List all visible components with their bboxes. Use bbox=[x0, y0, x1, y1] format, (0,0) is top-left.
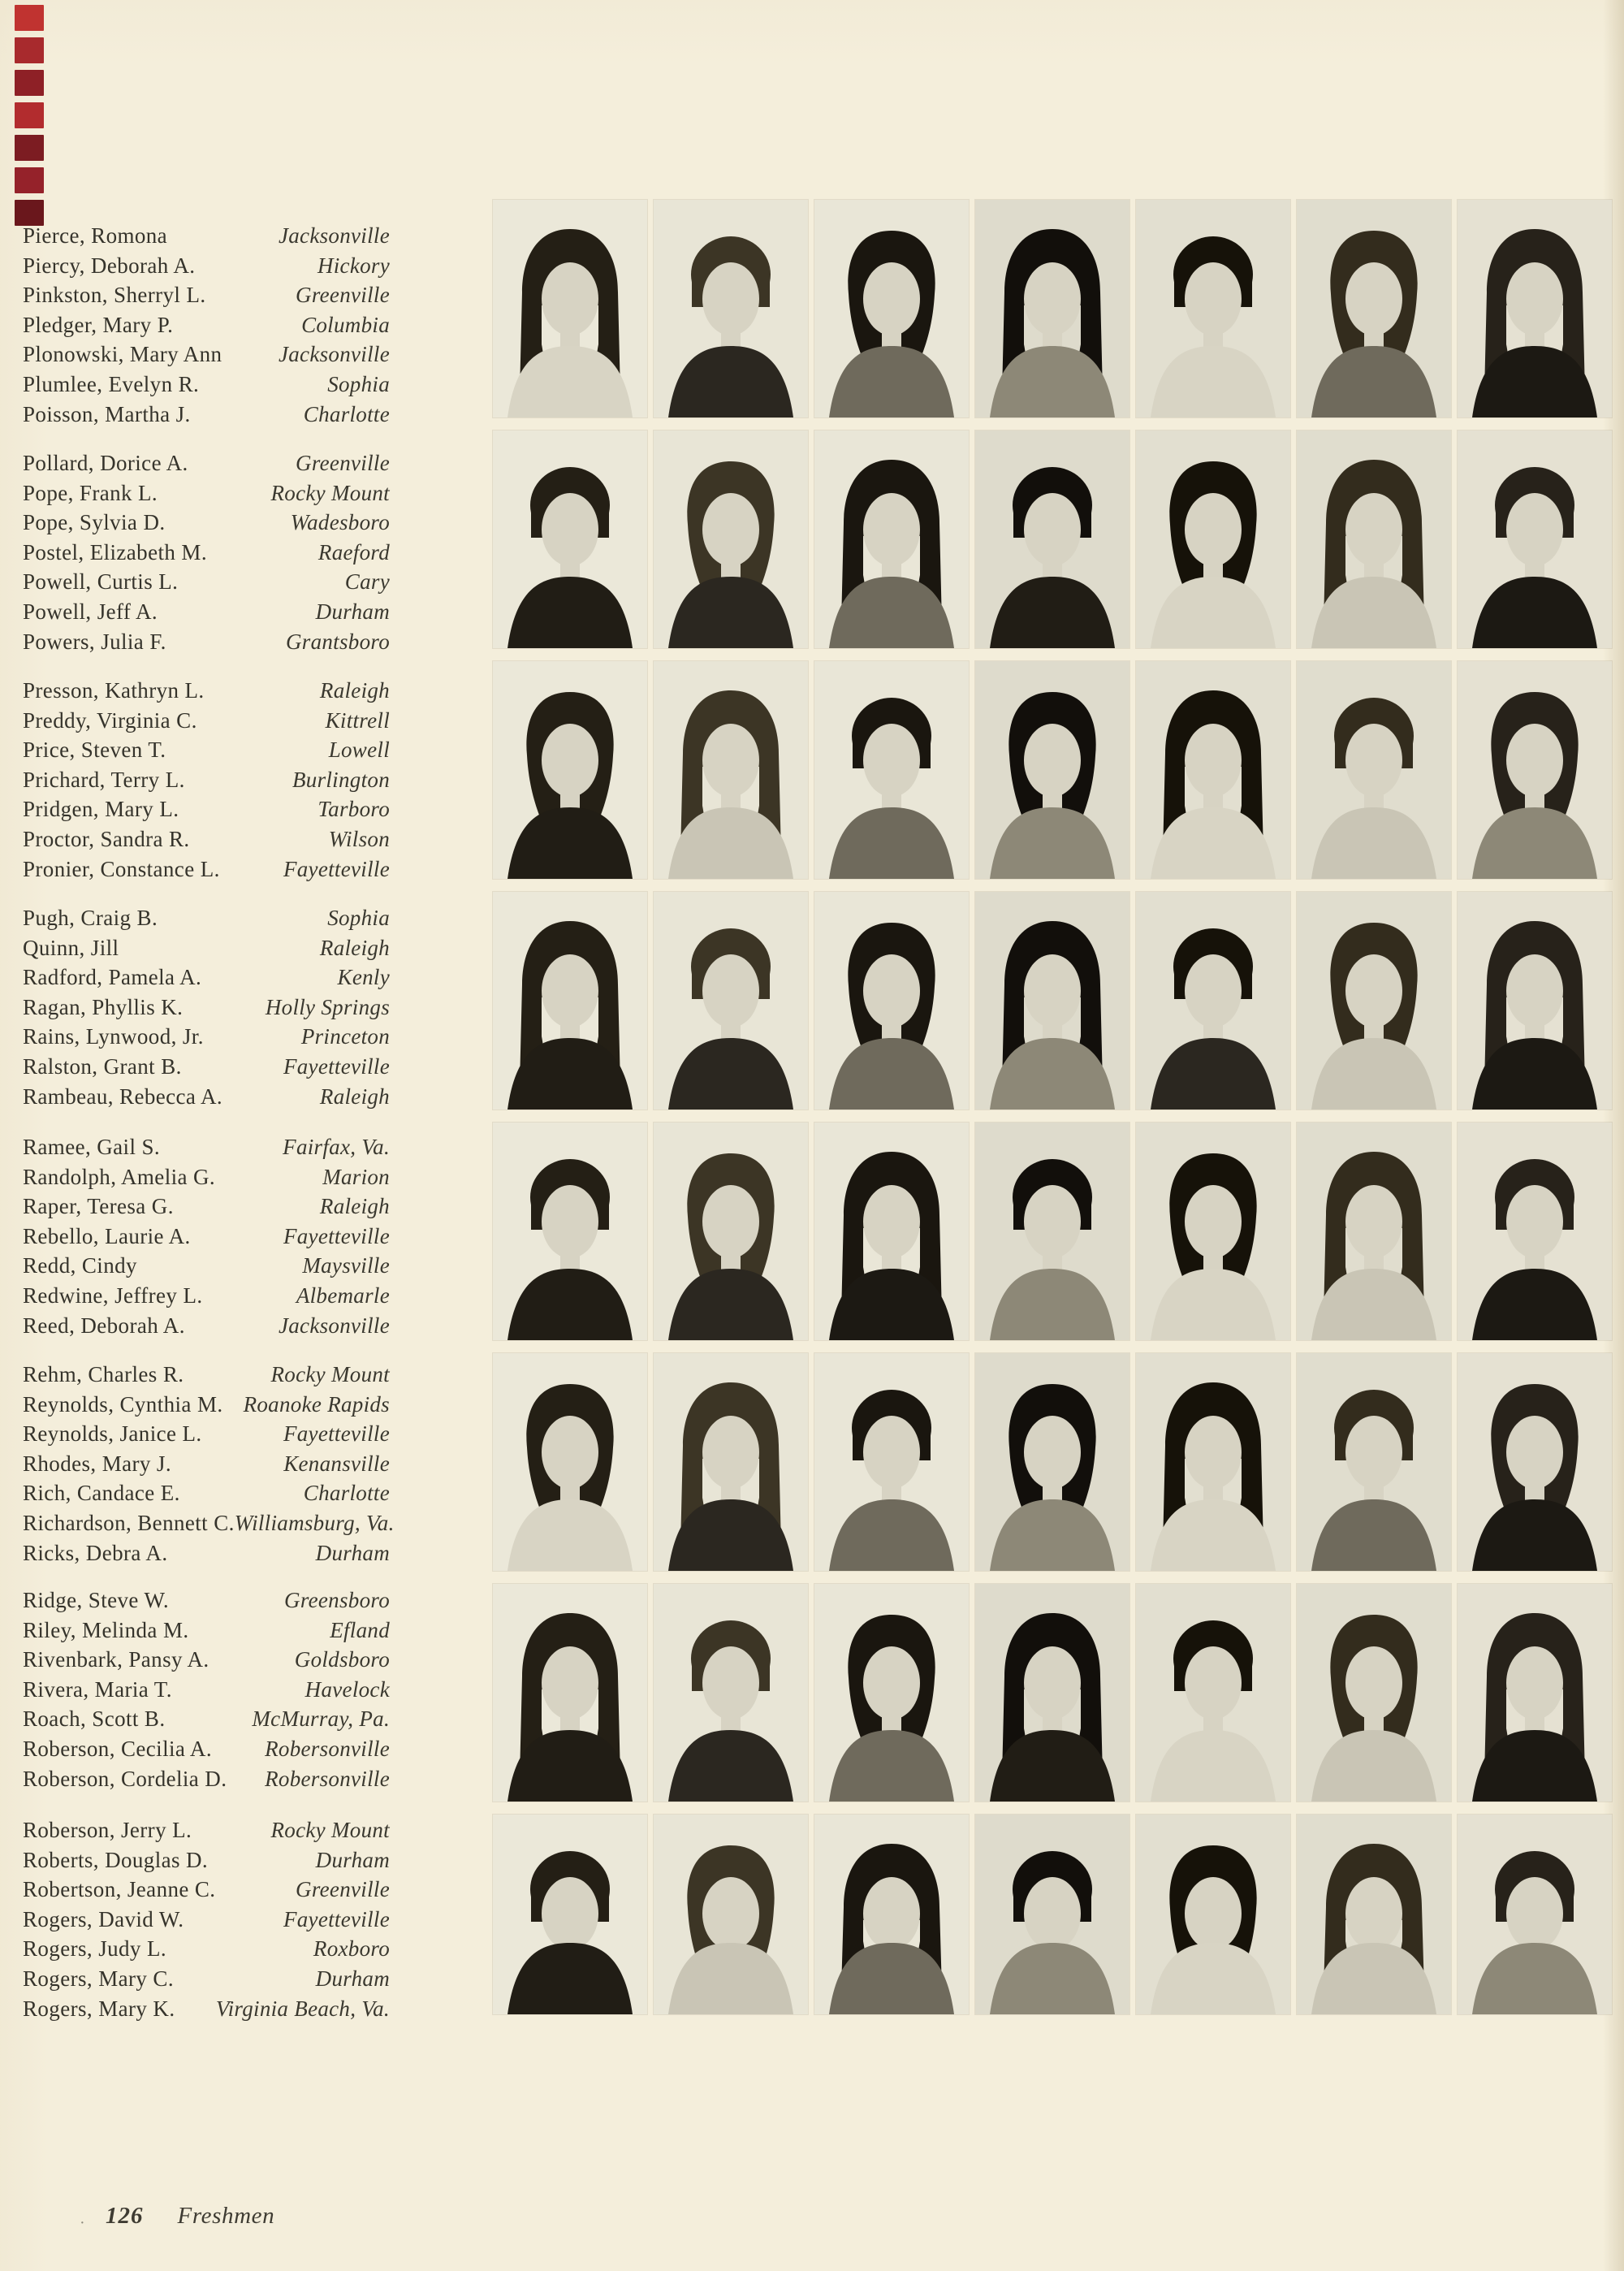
portrait-photo bbox=[654, 661, 808, 879]
student-name: Rambeau, Rebecca A. bbox=[23, 1084, 222, 1109]
student-name: Rivera, Maria T. bbox=[23, 1676, 172, 1702]
scan-color-bar bbox=[15, 37, 44, 63]
portrait-photo bbox=[654, 430, 808, 648]
student-hometown: Maysville bbox=[302, 1253, 390, 1278]
student-name: Ralston, Grant B. bbox=[23, 1053, 182, 1079]
roster-entry bbox=[23, 1082, 390, 1112]
student-name: Reynolds, Cynthia M. bbox=[23, 1391, 223, 1417]
student-hometown: Efland bbox=[330, 1617, 390, 1642]
student-name: Pridgen, Mary L. bbox=[23, 797, 179, 822]
roster-entry bbox=[23, 1449, 390, 1479]
roster-entry bbox=[23, 1815, 390, 1845]
student-name: Pledger, Mary P. bbox=[23, 312, 174, 337]
student-name: Rich, Candace E. bbox=[23, 1481, 180, 1506]
student-name: Ramee, Gail S. bbox=[23, 1135, 161, 1159]
roster-block bbox=[23, 1132, 390, 1340]
student-hometown: Burlington bbox=[292, 767, 390, 792]
roster-block bbox=[23, 903, 390, 1111]
student-name: Robertson, Jeanne C. bbox=[23, 1877, 216, 1902]
portrait-photo bbox=[1136, 1123, 1290, 1340]
roster-entry bbox=[23, 597, 390, 627]
student-name: Redd, Cindy bbox=[23, 1253, 137, 1278]
student-name: Pierce, Romona bbox=[23, 223, 168, 248]
roster-entry bbox=[23, 340, 390, 370]
roster-entry bbox=[23, 1675, 390, 1705]
roster-entry bbox=[23, 1390, 390, 1420]
student-hometown: Tarboro bbox=[317, 797, 390, 822]
student-name: Pinkston, Sherryl L. bbox=[23, 283, 206, 308]
student-hometown: Durham bbox=[315, 1847, 390, 1872]
portrait-photo bbox=[654, 200, 808, 417]
student-hometown: Grantsboro bbox=[285, 629, 390, 654]
student-hometown: Sophia bbox=[327, 371, 390, 396]
portrait-photo bbox=[493, 430, 647, 648]
roster-entry bbox=[23, 1585, 390, 1616]
student-hometown: Greenville bbox=[296, 451, 390, 475]
portrait-photo bbox=[654, 1123, 808, 1340]
roster-entry bbox=[23, 1192, 390, 1222]
student-hometown: McMurray, Pa. bbox=[252, 1706, 390, 1732]
portrait-photo bbox=[493, 200, 647, 417]
roster-entry bbox=[23, 1994, 390, 2024]
student-name: Richardson, Bennett C. bbox=[23, 1510, 235, 1535]
roster-entry bbox=[23, 627, 390, 657]
student-name: Ridge, Steve W. bbox=[23, 1588, 169, 1612]
portrait-photo bbox=[814, 1584, 969, 1802]
student-name: Pugh, Craig B. bbox=[23, 906, 158, 930]
portrait-photo bbox=[975, 661, 1129, 879]
student-hometown: Raleigh bbox=[319, 935, 390, 960]
student-hometown: Robersonville bbox=[265, 1736, 390, 1761]
student-hometown: Greenville bbox=[296, 283, 390, 308]
portrait-photo bbox=[975, 430, 1129, 648]
student-name: Powell, Curtis L. bbox=[23, 569, 179, 595]
portrait-photo bbox=[1136, 1353, 1290, 1571]
portrait-photo bbox=[1458, 1584, 1612, 1802]
roster-entry bbox=[23, 1162, 390, 1192]
student-name: Piercy, Deborah A. bbox=[23, 253, 196, 278]
roster-entry bbox=[23, 1538, 390, 1568]
roster-entry bbox=[23, 1222, 390, 1252]
student-name: Radford, Pamela A. bbox=[23, 965, 202, 990]
roster-entry bbox=[23, 1905, 390, 1935]
portrait-photo bbox=[1136, 892, 1290, 1110]
roster-entry bbox=[23, 1645, 390, 1675]
roster-entry bbox=[23, 1419, 390, 1449]
roster-entry bbox=[23, 1875, 390, 1905]
scan-color-marks bbox=[15, 5, 44, 232]
student-name: Poisson, Martha J. bbox=[23, 401, 191, 426]
student-name: Prichard, Terry L. bbox=[23, 767, 185, 792]
roster-entry bbox=[23, 448, 390, 478]
roster-entry bbox=[23, 400, 390, 430]
student-name: Ricks, Debra A. bbox=[23, 1540, 168, 1565]
student-hometown: Durham bbox=[315, 1966, 390, 1991]
roster-entry bbox=[23, 310, 390, 340]
portrait-photo bbox=[1136, 1815, 1290, 2014]
student-hometown: Virginia Beach, Va. bbox=[215, 1996, 390, 2021]
portrait-photo bbox=[1458, 200, 1612, 417]
roster-entry bbox=[23, 1478, 390, 1508]
roster-block bbox=[23, 676, 390, 884]
roster-entry bbox=[23, 735, 390, 765]
roster-entry bbox=[23, 370, 390, 400]
student-name: Rhodes, Mary J. bbox=[23, 1451, 171, 1476]
student-hometown: Fayetteville bbox=[283, 1906, 390, 1931]
scan-color-bar bbox=[15, 135, 44, 161]
portrait-photo bbox=[814, 430, 969, 648]
roster-entry bbox=[23, 1311, 390, 1341]
student-hometown: Marion bbox=[322, 1164, 390, 1189]
portrait-photo bbox=[975, 1353, 1129, 1571]
roster-entry bbox=[23, 933, 390, 963]
section-label: Freshmen bbox=[177, 2203, 275, 2229]
roster-entry bbox=[23, 1616, 390, 1646]
student-name: Ragan, Phyllis K. bbox=[23, 994, 184, 1019]
portrait-photo bbox=[1297, 430, 1451, 648]
student-hometown: Greensboro bbox=[284, 1588, 390, 1612]
roster-entry bbox=[23, 1734, 390, 1764]
roster-entry bbox=[23, 993, 390, 1023]
portrait-photo bbox=[1297, 1123, 1451, 1340]
roster-block bbox=[23, 1585, 390, 1793]
student-name: Reynolds, Janice L. bbox=[23, 1421, 202, 1447]
roster-entry bbox=[23, 706, 390, 736]
roster-entry bbox=[23, 1052, 390, 1082]
student-hometown: Sophia bbox=[327, 906, 390, 930]
portrait-photo bbox=[1458, 430, 1612, 648]
student-name: Rebello, Laurie A. bbox=[23, 1223, 191, 1248]
portrait-photo bbox=[1297, 892, 1451, 1110]
portrait-photo bbox=[975, 1123, 1129, 1340]
portrait-photo bbox=[1136, 200, 1290, 417]
roster-entry bbox=[23, 1964, 390, 1994]
student-name: Roberson, Cecilia A. bbox=[23, 1736, 212, 1761]
portrait-photo bbox=[814, 1815, 969, 2014]
student-hometown: Charlotte bbox=[303, 401, 390, 426]
roster-block bbox=[23, 221, 390, 429]
roster-entry bbox=[23, 854, 390, 885]
student-name: Proctor, Sandra R. bbox=[23, 826, 190, 851]
student-name: Pope, Frank L. bbox=[23, 480, 158, 505]
student-name: Rogers, David W. bbox=[23, 1906, 184, 1931]
roster-entry bbox=[23, 251, 390, 281]
student-hometown: Kenly bbox=[337, 965, 390, 990]
student-name: Roach, Scott B. bbox=[23, 1706, 166, 1732]
student-hometown: Durham bbox=[315, 1540, 390, 1565]
student-hometown: Rocky Mount bbox=[270, 1362, 390, 1386]
portrait-photo bbox=[814, 661, 969, 879]
roster-entry bbox=[23, 962, 390, 993]
portrait-photo bbox=[1458, 1353, 1612, 1571]
student-name: Roberts, Douglas D. bbox=[23, 1847, 209, 1872]
student-hometown: Roanoke Rapids bbox=[243, 1391, 390, 1417]
student-hometown: Havelock bbox=[304, 1676, 390, 1702]
student-name: Postel, Elizabeth M. bbox=[23, 539, 207, 565]
portrait-photo bbox=[1297, 1353, 1451, 1571]
portrait-photo bbox=[1458, 1815, 1612, 2014]
student-name: Pollard, Dorice A. bbox=[23, 451, 188, 475]
student-hometown: Raleigh bbox=[319, 1194, 390, 1219]
student-name: Quinn, Jill bbox=[23, 935, 119, 960]
portrait-photo bbox=[975, 1815, 1129, 2014]
roster-entry bbox=[23, 1022, 390, 1052]
portrait-photo bbox=[1458, 1123, 1612, 1340]
roster-entry bbox=[23, 1281, 390, 1311]
roster-entry bbox=[23, 1251, 390, 1281]
student-name: Price, Steven T. bbox=[23, 738, 166, 763]
portrait-photo bbox=[1297, 661, 1451, 879]
roster-entry bbox=[23, 1132, 390, 1162]
student-hometown: Princeton bbox=[300, 1024, 390, 1049]
portrait-photo bbox=[1458, 661, 1612, 879]
portrait-photo bbox=[975, 1584, 1129, 1802]
student-name: Pope, Sylvia D. bbox=[23, 510, 166, 535]
portrait-photo bbox=[1136, 430, 1290, 648]
portrait-photo bbox=[1458, 892, 1612, 1110]
student-name: Presson, Kathryn L. bbox=[23, 678, 205, 703]
student-name: Preddy, Virginia C. bbox=[23, 707, 197, 733]
scan-color-bar bbox=[15, 102, 44, 128]
roster-entry bbox=[23, 794, 390, 824]
portrait-photo bbox=[1297, 200, 1451, 417]
portrait-photo bbox=[493, 1815, 647, 2014]
student-hometown: Rocky Mount bbox=[270, 1818, 390, 1842]
student-name: Reed, Deborah A. bbox=[23, 1313, 185, 1338]
student-hometown: Greenville bbox=[296, 1877, 390, 1902]
student-hometown: Robersonville bbox=[265, 1766, 390, 1791]
student-hometown: Cary bbox=[344, 569, 390, 595]
page-number: 126 bbox=[106, 2203, 144, 2229]
portrait-photo bbox=[493, 1123, 647, 1340]
student-hometown: Fayetteville bbox=[283, 1223, 390, 1248]
student-hometown: Williamsburg, Va. bbox=[234, 1510, 395, 1535]
roster-entry bbox=[23, 1704, 390, 1734]
student-hometown: Columbia bbox=[301, 312, 390, 337]
student-hometown: Wadesboro bbox=[290, 510, 390, 535]
roster-entry bbox=[23, 280, 390, 310]
scan-color-bar bbox=[15, 70, 44, 96]
student-name: Plonowski, Mary Ann bbox=[23, 342, 222, 367]
roster-block bbox=[23, 1360, 395, 1568]
student-hometown: Goldsboro bbox=[294, 1647, 390, 1672]
roster-entry bbox=[23, 1508, 395, 1538]
student-hometown: Fayetteville bbox=[283, 1421, 390, 1447]
roster-entry bbox=[23, 478, 390, 508]
roster-entry bbox=[23, 221, 390, 251]
portrait-photo bbox=[493, 892, 647, 1110]
student-hometown: Albemarle bbox=[296, 1283, 390, 1308]
portrait-photo bbox=[654, 1815, 808, 2014]
student-hometown: Wilson bbox=[328, 826, 390, 851]
student-hometown: Jacksonville bbox=[278, 1313, 390, 1338]
student-name: Roberson, Cordelia D. bbox=[23, 1766, 227, 1791]
student-name: Randolph, Amelia G. bbox=[23, 1164, 216, 1189]
student-name: Rehm, Charles R. bbox=[23, 1362, 184, 1386]
student-name: Rivenbark, Pansy A. bbox=[23, 1647, 209, 1672]
portrait-photo bbox=[975, 892, 1129, 1110]
student-name: Raper, Teresa G. bbox=[23, 1194, 174, 1219]
roster-entry bbox=[23, 824, 390, 854]
student-name: Rogers, Mary C. bbox=[23, 1966, 174, 1991]
roster-entry bbox=[23, 567, 390, 597]
roster-entry bbox=[23, 765, 390, 795]
student-hometown: Hickory bbox=[317, 253, 390, 278]
student-hometown: Fayetteville bbox=[283, 1053, 390, 1079]
portrait-photo bbox=[975, 200, 1129, 417]
student-hometown: Fayetteville bbox=[283, 856, 390, 881]
roster-block bbox=[23, 1815, 390, 2023]
roster-entry bbox=[23, 538, 390, 568]
portrait-photo bbox=[654, 892, 808, 1110]
student-hometown: Jacksonville bbox=[278, 223, 390, 248]
student-hometown: Raleigh bbox=[319, 678, 390, 703]
student-hometown: Kittrell bbox=[325, 707, 390, 733]
portrait-photo bbox=[1136, 1584, 1290, 1802]
scan-color-bar bbox=[15, 167, 44, 193]
student-hometown: Raeford bbox=[317, 539, 390, 565]
roster-block bbox=[23, 448, 390, 656]
student-name: Rogers, Mary K. bbox=[23, 1996, 175, 2021]
roster-entry bbox=[23, 1360, 390, 1390]
student-name: Plumlee, Evelyn R. bbox=[23, 371, 200, 396]
scan-color-bar bbox=[15, 5, 44, 31]
roster-entry bbox=[23, 508, 390, 538]
roster-entry bbox=[23, 903, 390, 933]
student-name: Powers, Julia F. bbox=[23, 629, 166, 654]
portrait-photo bbox=[814, 1123, 969, 1340]
student-name: Redwine, Jeffrey L. bbox=[23, 1283, 203, 1308]
student-hometown: Fairfax, Va. bbox=[283, 1135, 390, 1159]
page-speck: · bbox=[80, 2214, 85, 2232]
portrait-photo bbox=[1297, 1584, 1451, 1802]
student-hometown: Kenansville bbox=[283, 1451, 390, 1476]
portrait-photo bbox=[493, 1353, 647, 1571]
student-hometown: Raleigh bbox=[319, 1084, 390, 1109]
portrait-photo bbox=[1297, 1815, 1451, 2014]
student-hometown: Charlotte bbox=[303, 1481, 390, 1506]
student-name: Rains, Lynwood, Jr. bbox=[23, 1024, 204, 1049]
student-hometown: Roxboro bbox=[313, 1936, 390, 1962]
page-footer bbox=[106, 2203, 274, 2230]
student-hometown: Lowell bbox=[328, 738, 390, 763]
roster-entry bbox=[23, 1764, 390, 1794]
portrait-photo bbox=[814, 200, 969, 417]
portrait-photo bbox=[814, 1353, 969, 1571]
portrait-photo bbox=[654, 1353, 808, 1571]
portrait-photo bbox=[493, 661, 647, 879]
student-hometown: Rocky Mount bbox=[270, 480, 390, 505]
student-hometown: Jacksonville bbox=[278, 342, 390, 367]
student-name: Pronier, Constance L. bbox=[23, 856, 220, 881]
portrait-photo bbox=[1136, 661, 1290, 879]
student-hometown: Durham bbox=[315, 599, 390, 624]
portrait-photo bbox=[814, 892, 969, 1110]
student-name: Riley, Melinda M. bbox=[23, 1617, 189, 1642]
student-name: Rogers, Judy L. bbox=[23, 1936, 166, 1962]
student-name: Roberson, Jerry L. bbox=[23, 1818, 192, 1842]
student-name: Powell, Jeff A. bbox=[23, 599, 158, 624]
roster-entry bbox=[23, 1845, 390, 1875]
student-hometown: Holly Springs bbox=[265, 994, 390, 1019]
roster-entry bbox=[23, 1934, 390, 1964]
portrait-photo bbox=[654, 1584, 808, 1802]
roster-entry bbox=[23, 676, 390, 706]
portrait-photo bbox=[493, 1584, 647, 1802]
